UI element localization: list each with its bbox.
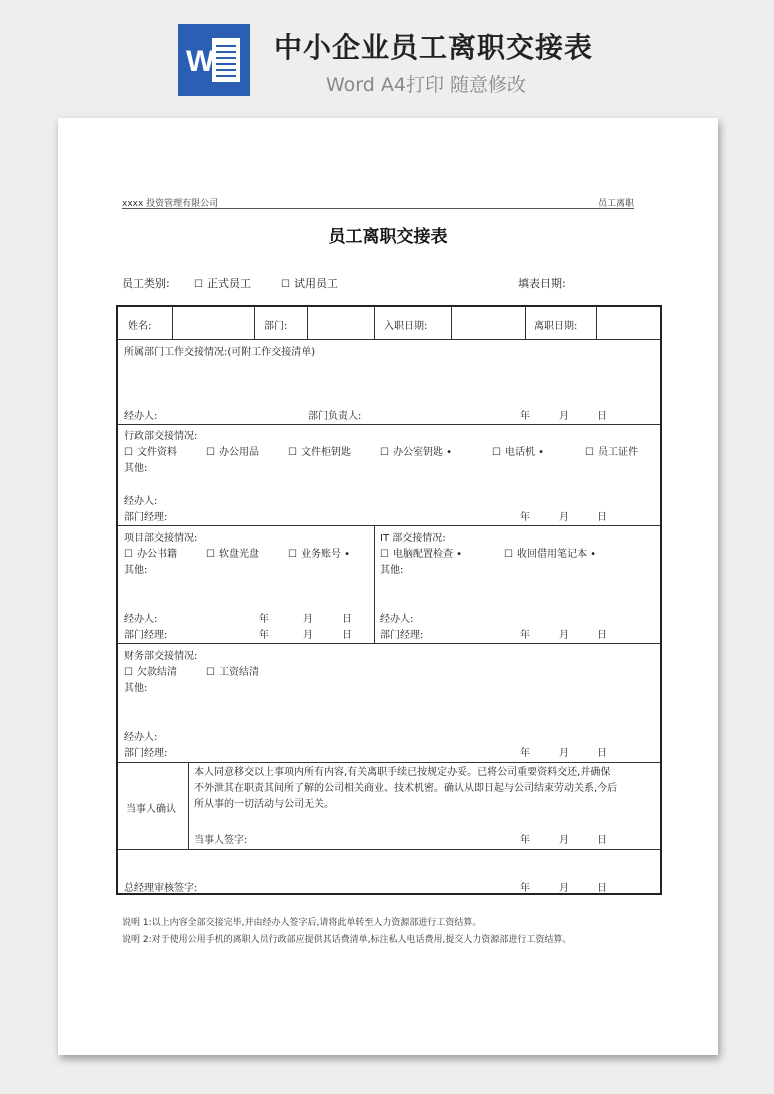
finance-section-title: 财务部交接情况:: [124, 651, 198, 662]
banner-title: 中小企业员工离职交接表: [274, 31, 594, 64]
checkbox-it-laptop[interactable]: ☐ 收回借用笔记本 •: [504, 545, 596, 560]
gm-signature-label: 总经理审核签字:: [124, 883, 198, 894]
checkbox-admin-supplies[interactable]: ☐ 办公用品: [206, 443, 259, 458]
checkbox-admin-office-key[interactable]: ☐ 办公室钥匙 •: [380, 443, 452, 458]
row-divider: [118, 849, 660, 850]
confirm-line: 所从事的一切活动与公司无关。: [194, 799, 334, 810]
document-title: 员工离职交接表: [328, 227, 448, 247]
date-year: 年: [259, 630, 269, 641]
date-day: 日: [597, 835, 607, 846]
name-label: 姓名:: [128, 321, 152, 332]
checkbox-probation[interactable]: ☐ 试用员工: [281, 275, 338, 291]
date-year: 年: [520, 835, 530, 846]
date-year: 年: [520, 630, 530, 641]
date-month: 月: [559, 748, 569, 759]
date-month: 月: [559, 835, 569, 846]
employee-type-label: 员工类别:: [122, 277, 170, 290]
admin-handler-label: 经办人:: [124, 496, 158, 507]
date-month: 月: [559, 630, 569, 641]
document-page: [58, 118, 718, 1055]
checkbox-project-accounts[interactable]: ☐ 业务账号 •: [288, 545, 350, 560]
row-divider: [118, 424, 660, 425]
checkbox-admin-phone[interactable]: ☐ 电话机 •: [492, 443, 544, 458]
col-divider: [525, 307, 526, 339]
date-day: 日: [597, 883, 607, 894]
note-1: 说明 1:以上内容全部交接完毕,并由经办人签字后,请将此单转至人力资源部进行工资结算。: [122, 918, 482, 928]
header-rule: [122, 208, 634, 209]
date-year: 年: [520, 883, 530, 894]
col-divider: [374, 307, 375, 339]
checkbox-it-pc-check[interactable]: ☐ 电脑配置检查 •: [380, 545, 462, 560]
checkbox-finance-debt[interactable]: ☐ 欠款结清: [124, 663, 177, 678]
confirm-label: 当事人确认: [126, 804, 176, 815]
join-date-label: 入职日期:: [384, 321, 428, 332]
admin-other-label: 其他:: [124, 463, 148, 474]
date-year: 年: [259, 614, 269, 625]
checkbox-finance-salary[interactable]: ☐ 工资结清: [206, 663, 259, 678]
checkbox-admin-files[interactable]: ☐ 文件资料: [124, 443, 177, 458]
dept-section-title: 所属部门工作交接情况:(可附工作交接清单): [124, 347, 316, 358]
row-divider: [118, 643, 660, 644]
it-other-label: 其他:: [380, 565, 404, 576]
date-year: 年: [520, 411, 530, 422]
checkbox-project-books[interactable]: ☐ 办公书籍: [124, 545, 177, 560]
header-label: 员工离职: [597, 199, 634, 209]
col-divider: [307, 307, 308, 339]
date-day: 日: [597, 748, 607, 759]
date-month: 月: [559, 512, 569, 523]
fill-date-label: 填表日期:: [518, 277, 566, 290]
date-day: 日: [342, 630, 352, 641]
col-divider: [172, 307, 173, 339]
finance-manager-label: 部门经理:: [124, 748, 168, 759]
date-day: 日: [597, 630, 607, 641]
col-divider: [451, 307, 452, 339]
note-2: 说明 2:对于使用公用手机的离职人员行政部应提供其话费清单,标注私人电话费用,提交人力资源部进行工资结算。: [122, 935, 572, 945]
row-divider: [118, 762, 660, 763]
project-handler-label: 经办人:: [124, 614, 158, 625]
banner-subtitle: Word A4打印 随意修改: [326, 74, 527, 96]
admin-manager-label: 部门经理:: [124, 512, 168, 523]
date-day: 日: [597, 512, 607, 523]
svg-text:W: W: [186, 45, 215, 78]
col-divider: [188, 762, 189, 849]
dept-handler-label: 经办人:: [124, 411, 158, 422]
party-signature-label: 当事人签字:: [194, 835, 248, 846]
handover-table: [116, 305, 662, 895]
row-divider: [118, 339, 660, 340]
project-manager-label: 部门经理:: [124, 630, 168, 641]
checkbox-regular[interactable]: ☐ 正式员工: [194, 275, 251, 291]
confirm-line: 本人同意移交以上事项内所有内容,有关离职手续已按规定办妥。已将公司重要资料交还,并确保: [194, 767, 611, 778]
checkbox-project-disks[interactable]: ☐ 软盘光盘: [206, 545, 259, 560]
col-divider: [254, 307, 255, 339]
company-name: xxxx 投资管理有限公司: [122, 199, 219, 209]
admin-section-title: 行政部交接情况:: [124, 431, 198, 442]
it-manager-label: 部门经理:: [380, 630, 424, 641]
checkbox-admin-badge[interactable]: ☐ 员工证件: [585, 443, 638, 458]
finance-other-label: 其他:: [124, 683, 148, 694]
col-divider: [596, 307, 597, 339]
date-month: 月: [303, 630, 313, 641]
word-logo-icon: [178, 24, 250, 96]
date-year: 年: [520, 512, 530, 523]
confirm-statement: [194, 765, 658, 813]
it-section-title: IT 部交接情况:: [380, 533, 446, 544]
leave-date-label: 离职日期:: [534, 321, 578, 332]
project-section-title: 项目部交接情况:: [124, 533, 198, 544]
date-month: 月: [559, 883, 569, 894]
finance-handler-label: 经办人:: [124, 732, 158, 743]
it-handler-label: 经办人:: [380, 614, 414, 625]
date-day: 日: [597, 411, 607, 422]
confirm-line: 不外泄其在职责其间所了解的公司相关商业、技术机密。确认从即日起与公司结束劳动关系,今后: [194, 783, 618, 794]
date-month: 月: [559, 411, 569, 422]
dept-label: 部门:: [264, 321, 288, 332]
date-day: 日: [342, 614, 352, 625]
project-other-label: 其他:: [124, 565, 148, 576]
date-year: 年: [520, 748, 530, 759]
col-divider: [374, 525, 375, 643]
row-divider: [118, 525, 660, 526]
dept-manager-label: 部门负责人:: [308, 411, 362, 422]
date-month: 月: [303, 614, 313, 625]
checkbox-admin-cabinet-key[interactable]: ☐ 文件柜钥匙: [288, 443, 351, 458]
